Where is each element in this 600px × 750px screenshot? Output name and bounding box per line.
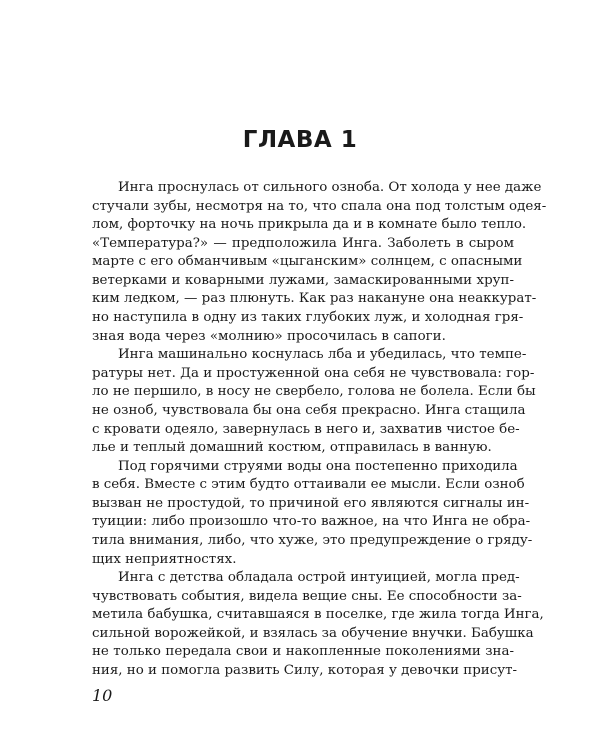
text-line: лье и теплый домашний костюм, отправилась в ванную. [92,440,492,456]
text-line: щих неприятностях. [92,551,237,567]
text-line: Под горячими струями воды она постепенно приходила [118,458,518,474]
text-line: Инга проснулась от сильного озноба. От холода у нее даже [118,180,542,195]
text-line: метила бабушка, считавшаяся в поселке, где жила тогда Инга, [92,607,544,623]
text-line: Инга с детства обладала острой интуицией, могла пред- [118,570,520,586]
text-line: не озноб, чувствовала бы она себя прекрасно. Инга стащила [92,402,526,418]
text-line: ветерками и коварными лужами, замаскированными хруп- [92,272,514,288]
text-line: ратуры нет. Да и простуженной она себя не чувствовала: гор- [92,365,535,381]
text-line: тила внимания, либо, что хуже, это предупреждение о гряду- [92,532,533,548]
text-line: ло не першило, в носу не свербело, голова не болела. Если бы [92,384,536,400]
text-line: с кровати одеяло, завернулась в него и, захватив чистое бе- [92,421,520,437]
text-line: «Температура?» — предположила Инга. Заболеть в сыром [92,235,514,251]
text-line: сильной ворожейкой, и взялась за обучение внучки. Бабушка [92,625,534,641]
text-line: марте с его обманчивым «цыганским» солнцем, с опасными [92,254,523,270]
text-line: в себя. Вместе с этим будто оттаивали ее мысли. Если озноб [92,477,525,493]
text-line: но наступила в одну из таких глубоких луж, и холодная гря- [92,310,524,326]
text-line: ким ледком, — раз плюнуть. Как раз накануне она неаккурат- [92,291,537,307]
page-number: 10 [92,686,113,705]
text-line: стучали зубы, несмотря на то, что спала она под толстым одея- [92,198,547,214]
text-line: чувствовать события, видела вещие сны. Ее способности за- [92,588,522,604]
text-line: ния, но и помогла развить Силу, которая у девочки присут- [92,663,518,678]
text-line: туиции: либо произошло что-то важное, на что Инга не обра- [92,514,531,530]
text-line: лом, форточку на ночь прикрыла да и в комнате было тепло. [92,217,527,233]
text-line: зная вода через «молнию» просочилась в сапоги. [92,328,446,344]
chapter-title: ГЛАВА 1 [242,127,358,153]
text-line: не только передала свои и накопленные поколениями зна- [92,644,514,660]
text-line: Инга машинально коснулась лба и убедилась, что темпе- [118,347,527,363]
text-line: вызван не простудой, то причиной его являются сигналы ин- [92,495,530,511]
